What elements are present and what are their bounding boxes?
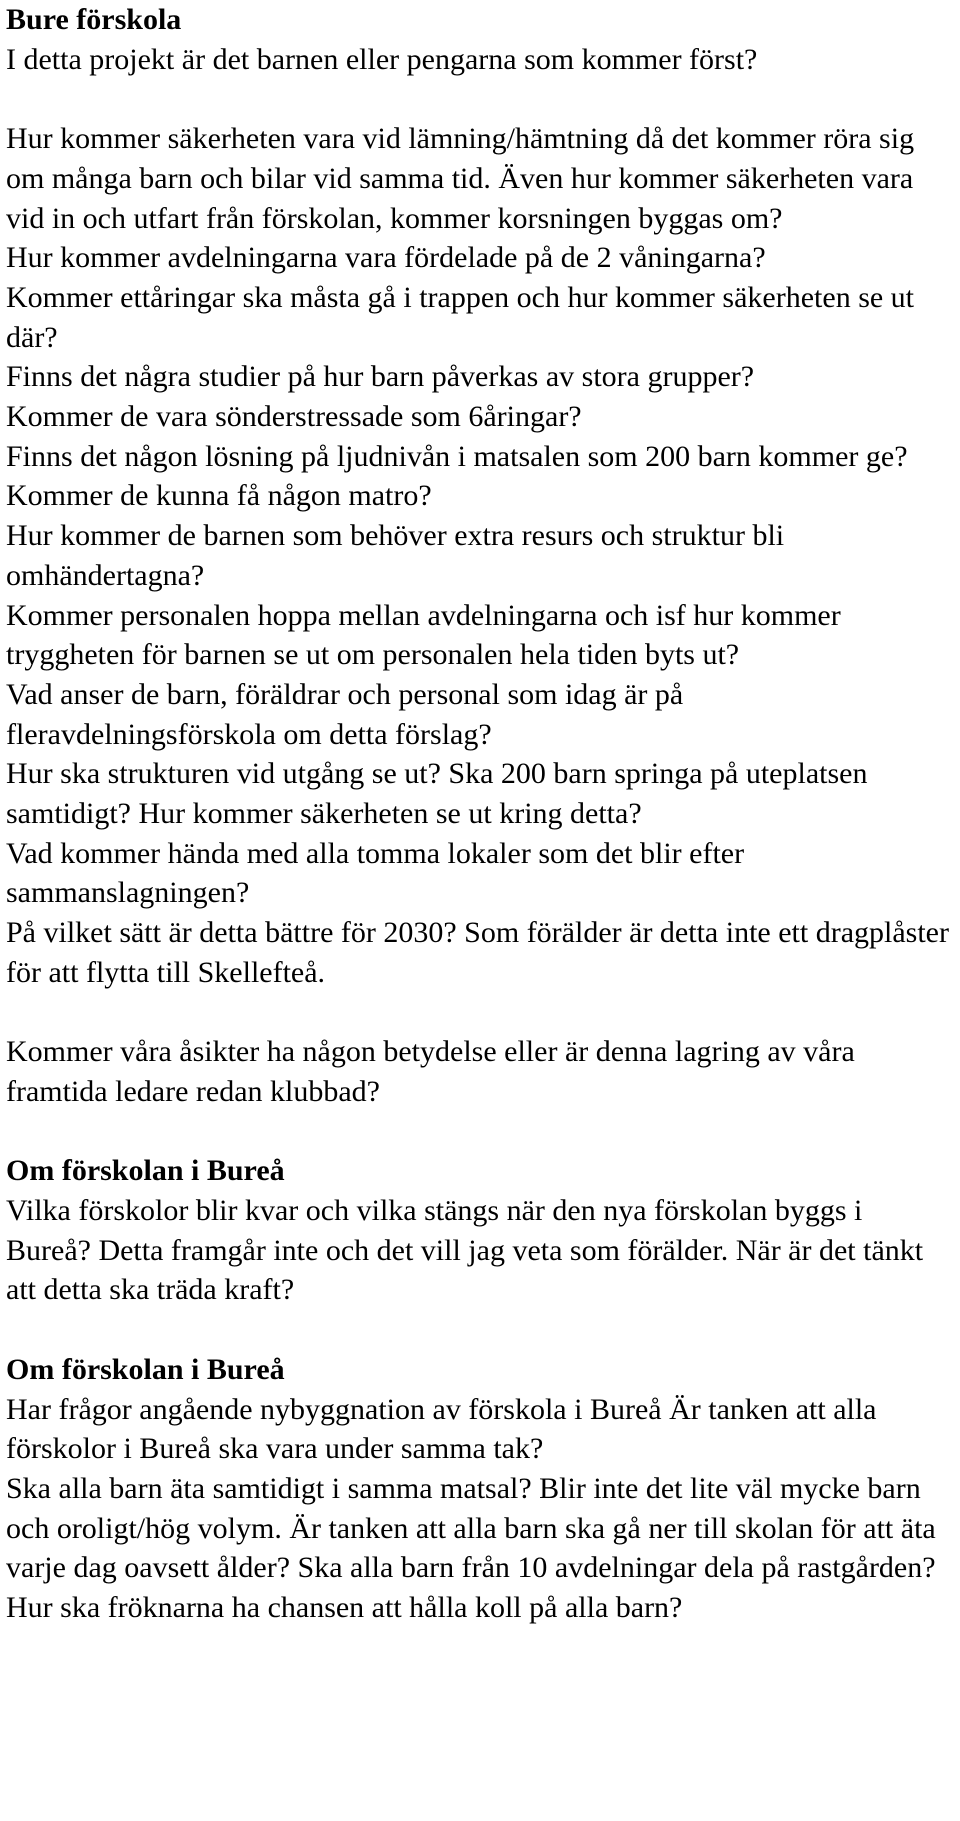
paragraph: Hur kommer avdelningarna vara fördelade på de 2 våningarna? <box>6 241 766 275</box>
paragraph: Vad kommer hända med alla tomma lokaler som det blir efter sammanslagningen? <box>6 836 745 910</box>
paragraph: Kommer de kunna få någon matro? <box>6 479 432 513</box>
paragraph: Finns det någon lösning på ljudnivån i matsalen som 200 barn kommer ge? <box>6 439 908 473</box>
section-om-forskolan-2 <box>6 1350 954 1628</box>
blank-line <box>6 79 954 119</box>
section-om-forskolan-1 <box>6 1151 954 1310</box>
paragraph: Hur kommer säkerheten vara vid lämning/hämtning då det kommer röra sig om många barn och bilar vid samma tid. Även hur kommer säkerheten vara vid in och utfart från förskolan, kommer korsningen byggas om? <box>6 122 915 235</box>
paragraph: Har frågor angående nybyggnation av förskola i Bureå Är tanken att alla förskolor i Bureå ska vara under samma tak? <box>6 1392 877 1466</box>
section-heading: Om förskolan i Bureå <box>6 1154 285 1188</box>
document-page <box>6 0 954 1628</box>
paragraph: Finns det några studier på hur barn påverkas av stora grupper? <box>6 360 755 394</box>
paragraph: Vad anser de barn, föräldrar och personal som idag är på fleravdelningsförskola om detta förslag? <box>6 677 684 751</box>
paragraph: Ska alla barn äta samtidigt i samma matsal? Blir inte det lite väl mycke barn och oroligt/hög volym. Är tanken att alla barn ska gå ner till skolan för att äta varje dag oavsett ålder? Ska alla barn från 10 avdelningar dela på rastgården? Hur ska fröknarna ha chansen att hålla koll på alla barn? <box>6 1471 936 1625</box>
blank-line <box>6 993 954 1033</box>
section-heading: Bure förskola <box>6 3 182 36</box>
section-bure-forskola <box>6 0 954 1112</box>
paragraph: Hur kommer de barnen som behöver extra resurs och struktur bli omhändertagna? <box>6 519 785 592</box>
paragraph: Kommer ettåringar ska måsta gå i trappen och hur kommer säkerheten se ut där? <box>6 280 915 354</box>
paragraph: På vilket sätt är detta bättre för 2030? Som förälder är detta inte ett dragplåster för att flytta till Skellefteå. <box>6 916 949 989</box>
paragraph: Kommer de vara sönderstressade som 6åringar? <box>6 400 582 434</box>
paragraph: I detta projekt är det barnen eller pengarna som kommer först? <box>6 42 758 76</box>
paragraph: Kommer våra åsikter ha någon betydelse eller är denna lagring av våra framtida ledare redan klubbad? <box>6 1035 855 1108</box>
paragraph: Vilka förskolor blir kvar och vilka stängs när den nya förskolan byggs i Bureå? Detta framgår inte och det vill jag veta som förälder. När är det tänkt att detta ska träda kraft? <box>6 1194 924 1307</box>
paragraph: Hur ska strukturen vid utgång se ut? Ska 200 barn springa på uteplatsen samtidigt? Hur kommer säkerheten se ut kring detta? <box>6 757 868 831</box>
section-heading: Om förskolan i Bureå <box>6 1352 285 1386</box>
paragraph: Kommer personalen hoppa mellan avdelningarna och isf hur kommer tryggheten för barnen se ut om personalen hela tiden byts ut? <box>6 598 841 672</box>
